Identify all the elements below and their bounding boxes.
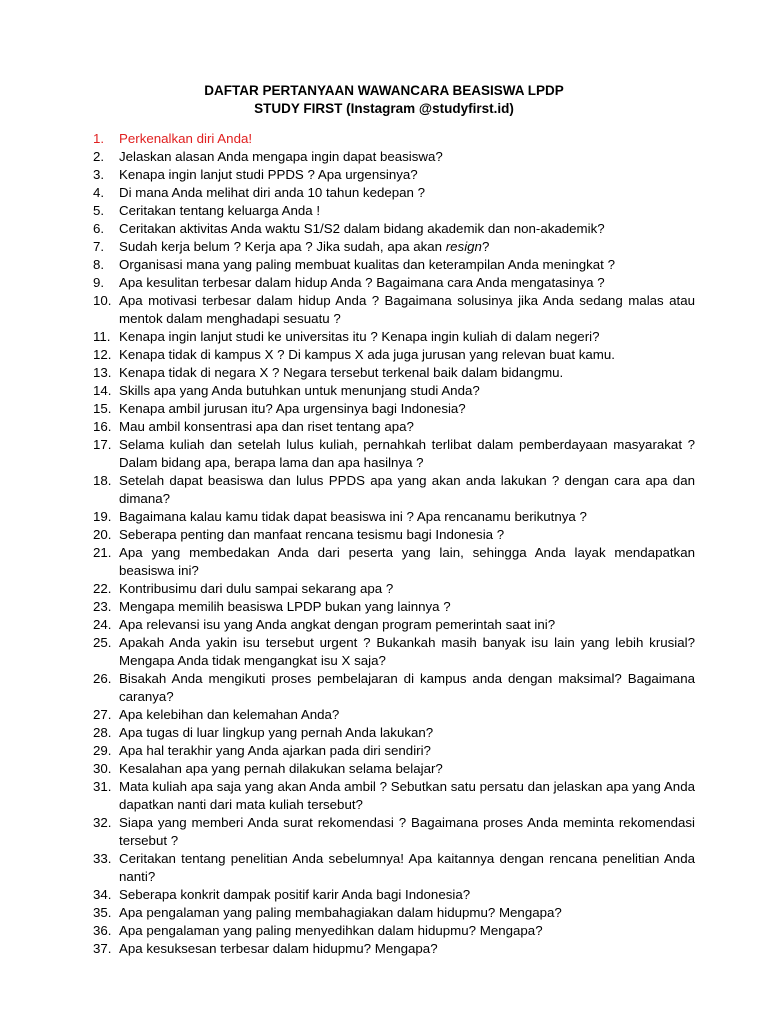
item-number: 30. [93, 761, 112, 776]
item-number: 28. [93, 725, 112, 740]
item-text: Apa kesulitan terbesar dalam hidup Anda ? Bagaimana cara Anda mengatasinya ? [119, 275, 605, 290]
list-item [93, 166, 695, 184]
list-item [93, 580, 695, 598]
item-number: 29. [93, 743, 112, 758]
item-text [119, 238, 695, 256]
item-number: 20. [93, 527, 112, 542]
item-text-part: Sudah kerja belum ? Kerja apa ? Jika sudah, apa akan [119, 239, 446, 254]
item-text: Apa motivasi terbesar dalam hidup Anda ? Bagaimana solusinya jika Anda sedang malas atau mentok dalam menghadapi sesuatu ? [119, 293, 695, 326]
list-item [93, 706, 695, 724]
item-number: 24. [93, 617, 112, 632]
list-item [93, 220, 695, 238]
item-text: Setelah dapat beasiswa dan lulus PPDS apa yang akan anda lakukan ? dengan cara apa dan dimana? [119, 473, 695, 506]
item-number: 16. [93, 419, 112, 434]
list-item [93, 130, 695, 148]
list-item [93, 148, 695, 166]
item-text: Apa kelebihan dan kelemahan Anda? [119, 707, 340, 722]
item-number: 18. [93, 473, 112, 488]
item-text: Kenapa ingin lanjut studi PPDS ? Apa urgensinya? [119, 167, 418, 182]
item-number: 31. [93, 779, 112, 794]
list-item [93, 508, 695, 526]
item-number: 1. [93, 131, 105, 146]
item-text: Skills apa yang Anda butuhkan untuk menunjang studi Anda? [119, 383, 480, 398]
list-item [93, 202, 695, 220]
list-item [93, 238, 695, 256]
item-number: 27. [93, 707, 112, 722]
item-text: Apa yang membedakan Anda dari peserta yang lain, sehingga Anda layak mendapatkan beasiswa ini? [119, 545, 695, 578]
list-item [93, 400, 695, 418]
list-item [93, 382, 695, 400]
item-text: Apakah Anda yakin isu tersebut urgent ? Bukankah masih banyak isu lain yang lebih krusial? Mengapa Anda tidak mengangkat isu X saja? [119, 635, 695, 668]
item-number: 26. [93, 671, 112, 686]
item-number: 34. [93, 887, 112, 902]
item-text: Organisasi mana yang paling membuat kualitas dan keterampilan Anda meningkat ? [119, 257, 615, 272]
item-number: 23. [93, 599, 112, 614]
item-text: Seberapa konkrit dampak positif karir Anda bagi Indonesia? [119, 887, 471, 902]
item-number: 25. [93, 635, 112, 650]
item-number: 12. [93, 347, 112, 362]
item-number: 33. [93, 851, 112, 866]
item-text: Kenapa tidak di kampus X ? Di kampus X ada juga jurusan yang relevan buat kamu. [119, 347, 615, 362]
list-item [93, 364, 695, 382]
item-text-part: ? [481, 239, 490, 254]
item-number: 21. [93, 545, 112, 560]
item-text: Ceritakan tentang penelitian Anda sebelumnya! Apa kaitannya dengan rencana penelitian Anda nanti? [119, 851, 695, 884]
item-number: 4. [93, 185, 105, 200]
item-number: 8. [93, 257, 105, 272]
list-item [93, 184, 695, 202]
list-item [93, 256, 695, 274]
item-text: Ceritakan tentang keluarga Anda ! [119, 203, 321, 218]
list-item [93, 436, 695, 472]
list-item [93, 274, 695, 292]
list-item [93, 616, 695, 634]
list-item [93, 724, 695, 742]
list-item [93, 598, 695, 616]
list-item [93, 544, 695, 580]
item-number: 9. [93, 275, 105, 290]
item-number: 19. [93, 509, 112, 524]
item-text: Apa relevansi isu yang Anda angkat dengan program pemerintah saat ini? [119, 617, 556, 632]
title-line-2: STUDY FIRST (Instagram @studyfirst.id) [254, 101, 514, 116]
item-number: 2. [93, 149, 105, 164]
list-item [93, 904, 695, 922]
item-number: 10. [93, 293, 112, 308]
item-number: 5. [93, 203, 105, 218]
list-item [93, 472, 695, 508]
item-number: 3. [93, 167, 105, 182]
list-item [93, 742, 695, 760]
list-item [93, 346, 695, 364]
list-item [93, 328, 695, 346]
item-number: 13. [93, 365, 112, 380]
item-number: 36. [93, 923, 112, 938]
item-text: Bisakah Anda mengikuti proses pembelajaran di kampus anda dengan maksimal? Bagaimana caranya? [119, 671, 695, 704]
item-number: 37. [93, 941, 112, 956]
list-item [93, 940, 695, 958]
item-text: Kenapa ingin lanjut studi ke universitas itu ? Kenapa ingin kuliah di dalam negeri? [119, 329, 600, 344]
list-item [93, 760, 695, 778]
item-text: Kontribusimu dari dulu sampai sekarang apa ? [119, 581, 394, 596]
list-item [93, 922, 695, 940]
item-text: Seberapa penting dan manfaat rencana tesismu bagi Indonesia ? [119, 527, 505, 542]
item-text: Mau ambil konsentrasi apa dan riset tentang apa? [119, 419, 414, 434]
list-item [93, 850, 695, 886]
list-item [93, 418, 695, 436]
item-text-emphasis: resign [445, 239, 482, 254]
item-text: Kenapa ambil jurusan itu? Apa urgensinya bagi Indonesia? [119, 401, 466, 416]
item-number: 15. [93, 401, 112, 416]
item-number: 7. [93, 239, 105, 254]
item-text: Kenapa tidak di negara X ? Negara tersebut terkenal baik dalam bidangmu. [119, 365, 564, 380]
list-item [93, 526, 695, 544]
item-text: Bagaimana kalau kamu tidak dapat beasiswa ini ? Apa rencanamu berikutnya ? [119, 509, 587, 524]
item-text: Apa pengalaman yang paling menyedihkan dalam hidupmu? Mengapa? [119, 923, 543, 938]
item-number: 17. [93, 437, 112, 452]
item-text: Apa kesuksesan terbesar dalam hidupmu? Mengapa? [119, 941, 438, 956]
item-text: Apa pengalaman yang paling membahagiakan dalam hidupmu? Mengapa? [119, 905, 562, 920]
item-text: Kesalahan apa yang pernah dilakukan selama belajar? [119, 761, 443, 776]
item-text: Ceritakan aktivitas Anda waktu S1/S2 dalam bidang akademik dan non-akademik? [119, 221, 605, 236]
list-item [93, 778, 695, 814]
item-text: Perkenalkan diri Anda! [119, 131, 253, 146]
item-text: Selama kuliah dan setelah lulus kuliah, pernahkah terlibat dalam pemberdayaan masyarakat ? Dalam bidang apa, berapa lama dan apa hasilnya ? [119, 437, 695, 470]
list-item [93, 292, 695, 328]
item-text: Mata kuliah apa saja yang akan Anda ambil ? Sebutkan satu persatu dan jelaskan apa yang Anda dapatkan nanti dari mata kuliah tersebut? [119, 779, 695, 812]
list-item [93, 670, 695, 706]
item-number: 32. [93, 815, 112, 830]
list-item [93, 886, 695, 904]
item-text: Apa hal terakhir yang Anda ajarkan pada diri sendiri? [119, 743, 431, 758]
item-number: 11. [93, 329, 111, 344]
title-line-1: DAFTAR PERTANYAAN WAWANCARA BEASISWA LPDP [204, 83, 564, 98]
item-text: Jelaskan alasan Anda mengapa ingin dapat beasiswa? [119, 149, 443, 164]
item-number: 6. [93, 221, 105, 236]
item-text: Mengapa memilih beasiswa LPDP bukan yang lainnya ? [119, 599, 451, 614]
item-text: Siapa yang memberi Anda surat rekomendasi ? Bagaimana proses Anda meminta rekomendasi tersebut ? [119, 815, 695, 848]
item-text: Di mana Anda melihat diri anda 10 tahun kedepan ? [119, 185, 426, 200]
document-title [0, 82, 768, 118]
list-item [93, 814, 695, 850]
item-number: 22. [93, 581, 112, 596]
item-text: Apa tugas di luar lingkup yang pernah Anda lakukan? [119, 725, 434, 740]
item-number: 35. [93, 905, 112, 920]
question-list [93, 130, 695, 958]
item-number: 14. [93, 383, 112, 398]
list-item [93, 634, 695, 670]
